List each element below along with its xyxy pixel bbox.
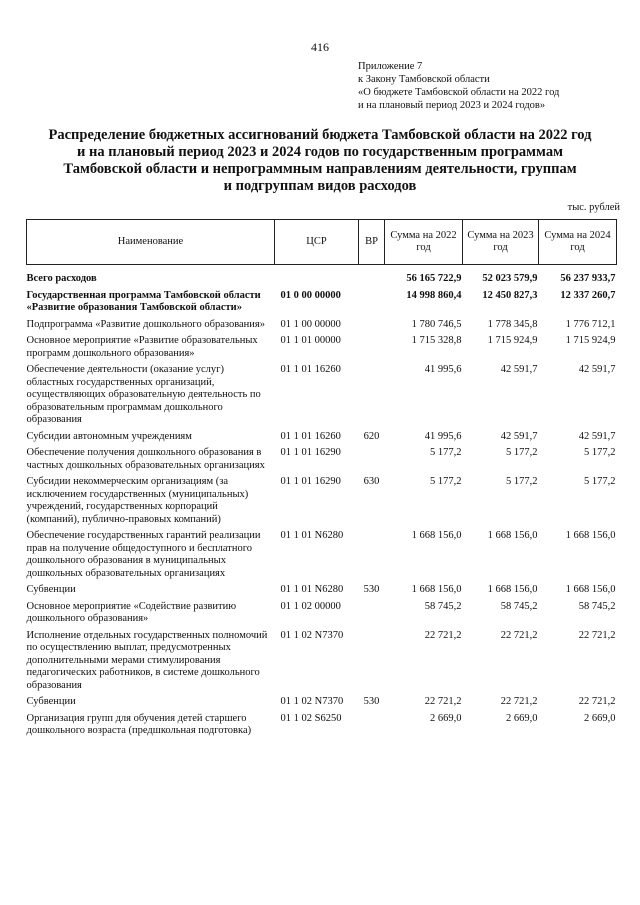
cell-csr: 01 1 01 16290 (280, 447, 341, 458)
cell-2023: 22 721,2 (500, 696, 538, 707)
cell-2024: 12 337 260,7 (560, 289, 616, 301)
title-line: Тамбовской области и непрограммным направлениям деятельности, группам (63, 161, 577, 177)
cell-2022: 41 995,6 (424, 364, 462, 375)
cell-2023: 12 450 827,3 (482, 289, 538, 301)
cell-2024: 5 177,2 (584, 476, 616, 487)
table-row (27, 445, 617, 474)
table-row (27, 528, 617, 582)
table-header-row (27, 220, 617, 265)
cell-csr: 01 1 00 00000 (280, 318, 341, 330)
cell-2022: 1 715 328,8 (411, 335, 462, 346)
cell-csr: 01 1 01 N6280 (280, 530, 344, 541)
cell-csr: 01 1 02 N7370 (280, 696, 344, 707)
appendix-line: к Закону Тамбовской области (358, 74, 490, 85)
cell-vr (359, 333, 385, 362)
table-row (27, 265, 617, 288)
cell-2023: 2 669,0 (506, 712, 538, 724)
cell-name: Обеспечение государственных гарантий реализации прав на получение общедоступного и бесплатного дошкольного образования в муниципальных дошкольных образовательных организациях (26, 530, 261, 579)
cell-csr: 01 0 00 00000 (280, 289, 341, 301)
cell-2024: 56 237 933,7 (560, 273, 616, 284)
cell-csr: 01 1 01 16290 (280, 476, 341, 487)
table-body (27, 265, 617, 740)
header-2024: Сумма на 2024 год (539, 220, 617, 265)
cell-csr: 01 1 01 N6280 (280, 584, 344, 595)
cell-2023: 5 177,2 (506, 447, 538, 458)
table-row (27, 288, 617, 317)
cell-2023: 1 715 924,9 (487, 335, 538, 346)
cell-2024: 42 591,7 (578, 364, 616, 375)
cell-vr (359, 362, 385, 429)
table-row (27, 333, 617, 362)
cell-name: Субсидии некоммерческим организациям (за исключением государственных (муниципальных) учреждений, государственных корпораций (компаний), публично-правовых компаний) (26, 476, 249, 525)
cell-2023: 1 668 156,0 (487, 584, 538, 595)
cell-2024: 42 591,7 (578, 430, 616, 442)
cell-2022: 1 780 746,5 (411, 318, 462, 330)
cell-name: Субсидии автономным учреждениям (26, 430, 192, 442)
appendix-line: и на плановый период 2023 и 2024 годов» (358, 100, 546, 111)
cell-csr: 01 1 01 00000 (280, 335, 341, 346)
cell-2022: 56 165 722,9 (406, 273, 462, 284)
table-row (27, 599, 617, 628)
table-row (27, 474, 617, 528)
cell-2023: 58 745,2 (500, 600, 538, 612)
cell-name: Основное мероприятие «Содействие развитию дошкольного образования» (26, 600, 237, 624)
cell-2024: 2 669,0 (584, 712, 616, 724)
cell-vr: 630 (363, 476, 380, 487)
cell-2022: 1 668 156,0 (411, 530, 462, 541)
budget-table (26, 219, 617, 740)
cell-2023: 5 177,2 (506, 476, 538, 487)
cell-vr (359, 265, 385, 288)
cell-2024: 1 715 924,9 (565, 335, 616, 346)
cell-2023: 22 721,2 (500, 629, 538, 641)
cell-name: Субвенции (26, 584, 76, 595)
cell-2024: 1 668 156,0 (565, 530, 616, 541)
appendix-line: «О бюджете Тамбовской области на 2022 год (358, 87, 560, 98)
cell-2023: 1 778 345,8 (487, 318, 538, 330)
title-line: Распределение бюджетных ассигнований бюджета Тамбовской области на 2022 год (48, 127, 592, 143)
cell-2022: 1 668 156,0 (411, 584, 462, 595)
unit-label: тыс. рублей (567, 202, 620, 213)
cell-csr: 01 1 02 S6250 (280, 712, 342, 724)
cell-name: Обеспечение деятельности (оказание услуг) областных государственных организаций, осуществляющих образовательную деятельность по образовательным программам дошкольного образования (26, 364, 261, 425)
table-row (27, 362, 617, 429)
cell-2022: 5 177,2 (430, 476, 462, 487)
cell-2024: 22 721,2 (578, 696, 616, 707)
cell-2022: 22 721,2 (424, 696, 462, 707)
cell-2022: 2 669,0 (430, 712, 462, 724)
cell-vr (359, 288, 385, 317)
page-number: 416 (311, 40, 329, 54)
cell-name: Субвенции (26, 696, 76, 707)
cell-2022: 58 745,2 (424, 600, 462, 612)
title-line: и подгруппам видов расходов (223, 178, 417, 194)
cell-csr: 01 1 02 N7370 (280, 629, 344, 641)
cell-vr: 530 (363, 696, 380, 707)
cell-name: Исполнение отдельных государственных полномочий по осуществлению выплат, предусмотренных дополнительными мерами стимулирования педагогических работников, в системе дошкольного образования (26, 629, 268, 691)
cell-2022: 5 177,2 (430, 447, 462, 458)
cell-2023: 1 668 156,0 (487, 530, 538, 541)
appendix-line: Приложение 7 (358, 61, 423, 72)
cell-name: Всего расходов (26, 273, 97, 284)
cell-vr: 530 (363, 584, 380, 595)
cell-2024: 5 177,2 (584, 447, 616, 458)
cell-vr: 620 (363, 430, 380, 442)
cell-name: Основное мероприятие «Развитие образовательных программ дошкольного образования» (26, 335, 258, 359)
cell-name: Государственная программа Тамбовской области «Развитие образования Тамбовской области» (26, 289, 261, 313)
cell-2023: 42 591,7 (500, 364, 538, 375)
table-row (27, 628, 617, 695)
cell-csr: 01 1 01 16260 (280, 430, 341, 442)
cell-2024: 22 721,2 (578, 629, 616, 641)
table-row (27, 694, 617, 711)
cell-2022: 14 998 860,4 (406, 289, 462, 301)
cell-name: Обеспечение получения дошкольного образования в частных дошкольных образовательных организациях (26, 447, 265, 471)
table-row (27, 317, 617, 334)
cell-name: Подпрограмма «Развитие дошкольного образования» (26, 318, 265, 330)
cell-vr (359, 711, 385, 740)
cell-csr (275, 265, 359, 288)
table-row (27, 582, 617, 599)
header-2023: Сумма на 2023 год (463, 220, 539, 265)
cell-2022: 41 995,6 (424, 430, 462, 442)
table-row (27, 429, 617, 446)
header-csr: ЦСР (275, 220, 359, 265)
cell-vr (359, 528, 385, 582)
cell-csr: 01 1 01 16260 (280, 364, 341, 375)
cell-2024: 1 668 156,0 (565, 584, 616, 595)
header-2022: Сумма на 2022 год (385, 220, 463, 265)
cell-2024: 1 776 712,1 (565, 318, 616, 330)
table-row (27, 711, 617, 740)
cell-csr: 01 1 02 00000 (280, 600, 341, 612)
cell-2023: 52 023 579,9 (482, 273, 538, 284)
cell-vr (359, 628, 385, 695)
cell-2022: 22 721,2 (424, 629, 462, 641)
cell-name: Организация групп для обучения детей старшего дошкольного возраста (предшкольная подготовка) (26, 712, 252, 736)
cell-vr (359, 599, 385, 628)
appendix-note (358, 60, 559, 112)
cell-vr (359, 445, 385, 474)
document-title (20, 127, 620, 195)
cell-2024: 58 745,2 (578, 600, 616, 612)
title-line: и на плановый период 2023 и 2024 годов по государственным программам (77, 144, 563, 160)
header-vr: ВР (359, 220, 385, 265)
cell-2023: 42 591,7 (500, 430, 538, 442)
cell-vr (359, 317, 385, 334)
header-name: Наименование (27, 220, 275, 265)
